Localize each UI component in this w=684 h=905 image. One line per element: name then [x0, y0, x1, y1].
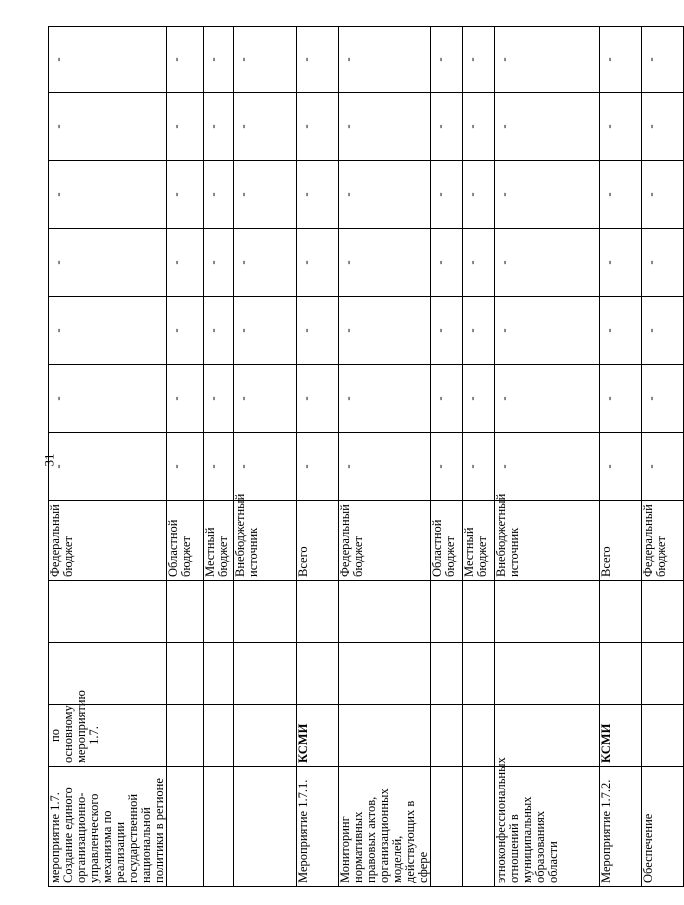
- empty-cell: [600, 643, 642, 705]
- empty-cell: [495, 581, 600, 643]
- value-cell: -: [495, 297, 600, 365]
- value-cell: -: [600, 93, 642, 161]
- event-cell: Мероприятие 1.7.1.: [297, 767, 339, 887]
- value-cell: -: [431, 433, 463, 501]
- empty-cell: [600, 581, 642, 643]
- value-cell: -: [339, 297, 431, 365]
- value-cell: -: [642, 27, 684, 93]
- value-cell: -: [495, 365, 600, 433]
- value-cell: -: [339, 229, 431, 297]
- source-cell: Местный бюджет: [463, 501, 495, 581]
- value-cell: -: [234, 433, 297, 501]
- value-cell: -: [431, 93, 463, 161]
- empty-cell: [297, 581, 339, 643]
- value-cell: -: [297, 93, 339, 161]
- empty-cell: [167, 581, 204, 643]
- value-cell: -: [204, 27, 234, 93]
- empty-cell: [167, 643, 204, 705]
- value-cell: -: [339, 433, 431, 501]
- value-cell: -: [642, 161, 684, 229]
- value-cell: -: [431, 27, 463, 93]
- value-cell: -: [600, 433, 642, 501]
- value-cell: -: [495, 27, 600, 93]
- event-cell: Мероприятие 1.7.2.: [600, 767, 642, 887]
- table-row: [204, 27, 234, 887]
- event-cell: [463, 767, 495, 887]
- executor-cell: [431, 705, 463, 767]
- table-row: [600, 27, 642, 887]
- value-cell: -: [431, 161, 463, 229]
- value-cell: -: [234, 27, 297, 93]
- executor-cell: [234, 705, 297, 767]
- table-row: [167, 27, 204, 887]
- table-row: [642, 27, 684, 887]
- value-cell: -: [297, 161, 339, 229]
- executor-cell: [642, 705, 684, 767]
- value-cell: -: [495, 161, 600, 229]
- source-cell: Федеральный бюджет: [339, 501, 431, 581]
- table-row: [297, 27, 339, 887]
- value-cell: -: [297, 27, 339, 93]
- value-cell: -: [339, 27, 431, 93]
- empty-cell: [431, 643, 463, 705]
- source-cell: Внебюджетный источник: [495, 501, 600, 581]
- value-cell: -: [167, 229, 204, 297]
- value-cell: -: [49, 297, 167, 365]
- empty-cell: [339, 581, 431, 643]
- executor-cell: по основному мероприятию 1.7.: [49, 705, 167, 767]
- empty-cell: [463, 581, 495, 643]
- executor-cell: [339, 705, 431, 767]
- value-cell: -: [495, 433, 600, 501]
- source-cell: Областной бюджет: [431, 501, 463, 581]
- empty-cell: [463, 643, 495, 705]
- executor-cell: [204, 705, 234, 767]
- value-cell: -: [49, 161, 167, 229]
- value-cell: -: [642, 433, 684, 501]
- value-cell: -: [642, 93, 684, 161]
- empty-cell: [234, 581, 297, 643]
- empty-cell: [339, 643, 431, 705]
- empty-cell: [204, 643, 234, 705]
- value-cell: -: [642, 297, 684, 365]
- rotated-table-wrapper: [48, 27, 668, 887]
- value-cell: -: [167, 365, 204, 433]
- table-row: [234, 27, 297, 887]
- value-cell: -: [600, 365, 642, 433]
- value-cell: -: [495, 93, 600, 161]
- value-cell: -: [642, 365, 684, 433]
- value-cell: -: [234, 93, 297, 161]
- executor-cell: [495, 705, 600, 767]
- empty-cell: [297, 643, 339, 705]
- executor-cell: КСМИ: [297, 705, 339, 767]
- empty-cell: [642, 581, 684, 643]
- value-cell: -: [204, 433, 234, 501]
- page-number: 31: [41, 453, 57, 467]
- value-cell: -: [642, 229, 684, 297]
- executor-cell: КСМИ: [600, 705, 642, 767]
- value-cell: -: [463, 365, 495, 433]
- executor-cell: [463, 705, 495, 767]
- value-cell: -: [463, 433, 495, 501]
- source-cell: Всего: [297, 501, 339, 581]
- table-row: [463, 27, 495, 887]
- value-cell: -: [297, 297, 339, 365]
- value-cell: -: [49, 365, 167, 433]
- value-cell: -: [339, 93, 431, 161]
- value-cell: -: [463, 93, 495, 161]
- value-cell: -: [297, 433, 339, 501]
- table-body: [49, 27, 684, 887]
- value-cell: -: [600, 161, 642, 229]
- value-cell: -: [49, 27, 167, 93]
- value-cell: -: [463, 27, 495, 93]
- empty-cell: [49, 643, 167, 705]
- event-cell: [167, 767, 204, 887]
- empty-cell: [49, 581, 167, 643]
- empty-cell: [642, 643, 684, 705]
- table-row: [495, 27, 600, 887]
- value-cell: -: [204, 161, 234, 229]
- budget-table: [48, 26, 684, 887]
- value-cell: -: [49, 93, 167, 161]
- event-cell: [234, 767, 297, 887]
- value-cell: -: [234, 365, 297, 433]
- value-cell: -: [339, 365, 431, 433]
- value-cell: -: [204, 297, 234, 365]
- event-cell: Обеспечение: [642, 767, 684, 887]
- value-cell: -: [167, 297, 204, 365]
- value-cell: -: [495, 229, 600, 297]
- value-cell: -: [167, 433, 204, 501]
- value-cell: -: [431, 229, 463, 297]
- source-cell: Внебюджетный источник: [234, 501, 297, 581]
- value-cell: -: [600, 229, 642, 297]
- value-cell: -: [167, 93, 204, 161]
- value-cell: -: [297, 365, 339, 433]
- value-cell: -: [49, 229, 167, 297]
- event-cell: Мониторинг нормативных правовых актов, организационных моделей, действующих в сфере: [339, 767, 431, 887]
- source-cell: Областной бюджет: [167, 501, 204, 581]
- value-cell: -: [49, 433, 167, 501]
- empty-cell: [495, 643, 600, 705]
- value-cell: -: [234, 161, 297, 229]
- source-cell: Федеральный бюджет: [49, 501, 167, 581]
- empty-cell: [431, 581, 463, 643]
- value-cell: -: [463, 297, 495, 365]
- executor-cell: [167, 705, 204, 767]
- source-cell: Местный бюджет: [204, 501, 234, 581]
- value-cell: -: [297, 229, 339, 297]
- value-cell: -: [204, 365, 234, 433]
- event-cell: [431, 767, 463, 887]
- value-cell: -: [204, 93, 234, 161]
- empty-cell: [204, 581, 234, 643]
- value-cell: -: [600, 27, 642, 93]
- value-cell: -: [463, 229, 495, 297]
- event-cell: мероприятие 1.7. Создание единого организационно-управленческого механизма по реализации государственной национальной политики в регионе: [49, 767, 167, 887]
- empty-cell: [234, 643, 297, 705]
- value-cell: -: [339, 161, 431, 229]
- value-cell: -: [234, 229, 297, 297]
- value-cell: -: [600, 297, 642, 365]
- value-cell: -: [463, 161, 495, 229]
- value-cell: -: [431, 365, 463, 433]
- table-row: [49, 27, 167, 887]
- event-cell: этноконфессиональных отношений в муниципальных образованиях области: [495, 767, 600, 887]
- value-cell: -: [234, 297, 297, 365]
- table-row: [339, 27, 431, 887]
- value-cell: -: [431, 297, 463, 365]
- source-cell: Федеральный бюджет: [642, 501, 684, 581]
- source-cell: Всего: [600, 501, 642, 581]
- event-cell: [204, 767, 234, 887]
- value-cell: -: [167, 27, 204, 93]
- value-cell: -: [204, 229, 234, 297]
- table-row: [431, 27, 463, 887]
- value-cell: -: [167, 161, 204, 229]
